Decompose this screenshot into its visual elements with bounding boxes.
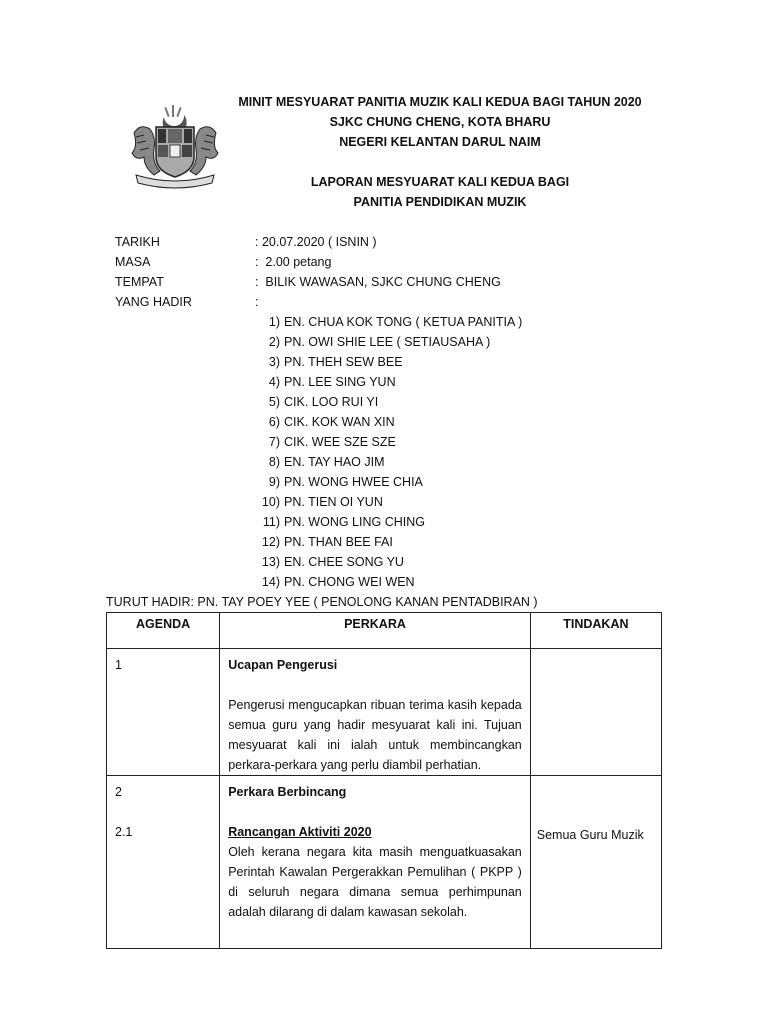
attendee-name: PN. TIEN OI YUN — [284, 495, 383, 509]
attendee-number: 3) — [268, 355, 280, 369]
header-perkara: PERKARA — [220, 613, 531, 649]
meeting-details — [115, 232, 675, 312]
tindakan-text: Semua Guru Muzik — [536, 828, 644, 842]
attendee-name: PN. WONG HWEE CHIA — [284, 475, 423, 489]
attendee-number: 9) — [268, 475, 280, 489]
attendee-number: 1) — [268, 315, 280, 329]
header-agenda: AGENDA — [107, 613, 220, 649]
attendee-name: PN. THEH SEW BEE — [284, 355, 403, 369]
tempat-row — [115, 272, 675, 292]
masa-value: : 2.00 petang — [255, 255, 332, 269]
attendee-name: CIK. LOO RUI YI — [284, 395, 379, 409]
table-header-row — [107, 613, 662, 649]
attendee-name: EN. CHUA KOK TONG ( KETUA PANITIA ) — [284, 315, 523, 329]
attendee-number: 14) — [261, 575, 280, 589]
tempat-value: : BILIK WAWASAN, SJKC CHUNG CHENG — [255, 275, 501, 289]
attendee-number: 4) — [268, 375, 280, 389]
header-state: NEGERI KELANTAN DARUL NAIM — [339, 135, 541, 149]
table-row — [107, 776, 662, 949]
header-tindakan: TINDAKAN — [530, 613, 661, 649]
attendee-name: EN. TAY HAO JIM — [284, 455, 385, 469]
attendee-number: 6) — [268, 415, 280, 429]
list-item — [252, 452, 672, 472]
agenda-subnumber: 2.1 — [115, 825, 133, 839]
perkara-cell — [220, 776, 531, 949]
tarikh-row — [115, 232, 675, 252]
attendee-number: 13) — [261, 555, 280, 569]
header-panel: PANITIA PENDIDIKAN MUZIK — [353, 195, 527, 209]
hadir-prefix: : — [255, 295, 259, 309]
attendee-name: PN. THAN BEE FAI — [284, 535, 393, 549]
tempat-label: TEMPAT — [115, 275, 164, 289]
list-item — [252, 312, 672, 332]
agenda-table — [106, 612, 662, 949]
list-item — [252, 472, 672, 492]
perkara-title: Ucapan Pengerusi — [228, 658, 338, 672]
tindakan-cell — [530, 649, 661, 776]
attendee-name: PN. LEE SING YUN — [284, 375, 396, 389]
list-item — [252, 412, 672, 432]
header-title: MINIT MESYUARAT PANITIA MUZIK KALI KEDUA BAGI TAHUN 2020 — [238, 95, 642, 109]
agenda-cell — [107, 776, 220, 949]
list-item — [252, 352, 672, 372]
attendee-name: EN. CHEE SONG YU — [284, 555, 404, 569]
list-item — [252, 552, 672, 572]
attendee-number: 2) — [268, 335, 280, 349]
agenda-number: 2 — [115, 785, 122, 799]
list-item — [252, 512, 672, 532]
attendee-number: 10) — [261, 495, 280, 509]
table-row — [107, 649, 662, 776]
turut-hadir: TURUT HADIR: PN. TAY POEY YEE ( PENOLONG KANAN PENTADBIRAN ) — [106, 595, 538, 609]
perkara-subtitle: Rancangan Aktiviti 2020 — [228, 825, 372, 839]
attendee-number: 7) — [268, 435, 280, 449]
attendee-name: CIK. KOK WAN XIN — [284, 415, 395, 429]
agenda-cell — [107, 649, 220, 776]
attendee-number: 12) — [261, 535, 280, 549]
attendee-number: 5) — [268, 395, 280, 409]
hadir-label: YANG HADIR — [115, 295, 192, 309]
attendee-list — [252, 312, 672, 592]
list-item — [252, 572, 672, 592]
coat-of-arms-logo — [122, 103, 228, 191]
perkara-title: Perkara Berbincang — [228, 785, 347, 799]
attendee-name: PN. WONG LING CHING — [284, 515, 425, 529]
masa-row — [115, 252, 675, 272]
masa-label: MASA — [115, 255, 151, 269]
attendee-name: CIK. WEE SZE SZE — [284, 435, 396, 449]
attendee-number: 8) — [268, 455, 280, 469]
tindakan-cell — [530, 776, 661, 949]
hadir-row — [115, 292, 675, 312]
list-item — [252, 492, 672, 512]
document-header — [230, 92, 650, 212]
attendee-number: 11) — [262, 515, 280, 529]
list-item — [252, 532, 672, 552]
list-item — [252, 392, 672, 412]
perkara-body: Pengerusi mengucapkan ribuan terima kasih kepada semua guru yang hadir mesyuarat kali ini. Tujuan mesyuarat kali ini ialah untuk membincangkan perkara-perkara yang perlu diambil perhatian. — [228, 698, 522, 772]
attendee-name: PN. CHONG WEI WEN — [284, 575, 415, 589]
header-school: SJKC CHUNG CHENG, KOTA BHARU — [329, 115, 551, 129]
list-item — [252, 332, 672, 352]
attendee-name: PN. OWI SHIE LEE ( SETIAUSAHA ) — [284, 335, 491, 349]
header-report-title: LAPORAN MESYUARAT KALI KEDUA BAGI — [310, 175, 570, 189]
tarikh-value: : 20.07.2020 ( ISNIN ) — [255, 235, 377, 249]
list-item — [252, 432, 672, 452]
agenda-number: 1 — [115, 658, 122, 672]
tarikh-label: TARIKH — [115, 235, 160, 249]
perkara-cell — [220, 649, 531, 776]
list-item — [252, 372, 672, 392]
perkara-body: Oleh kerana negara kita masih menguatkuasakan Perintah Kawalan Pergerakkan Pemulihan ( PKPP ) di seluruh negara dimana semua perhimpunan adalah dilarang di dalam kawasan sekolah. — [228, 845, 522, 919]
